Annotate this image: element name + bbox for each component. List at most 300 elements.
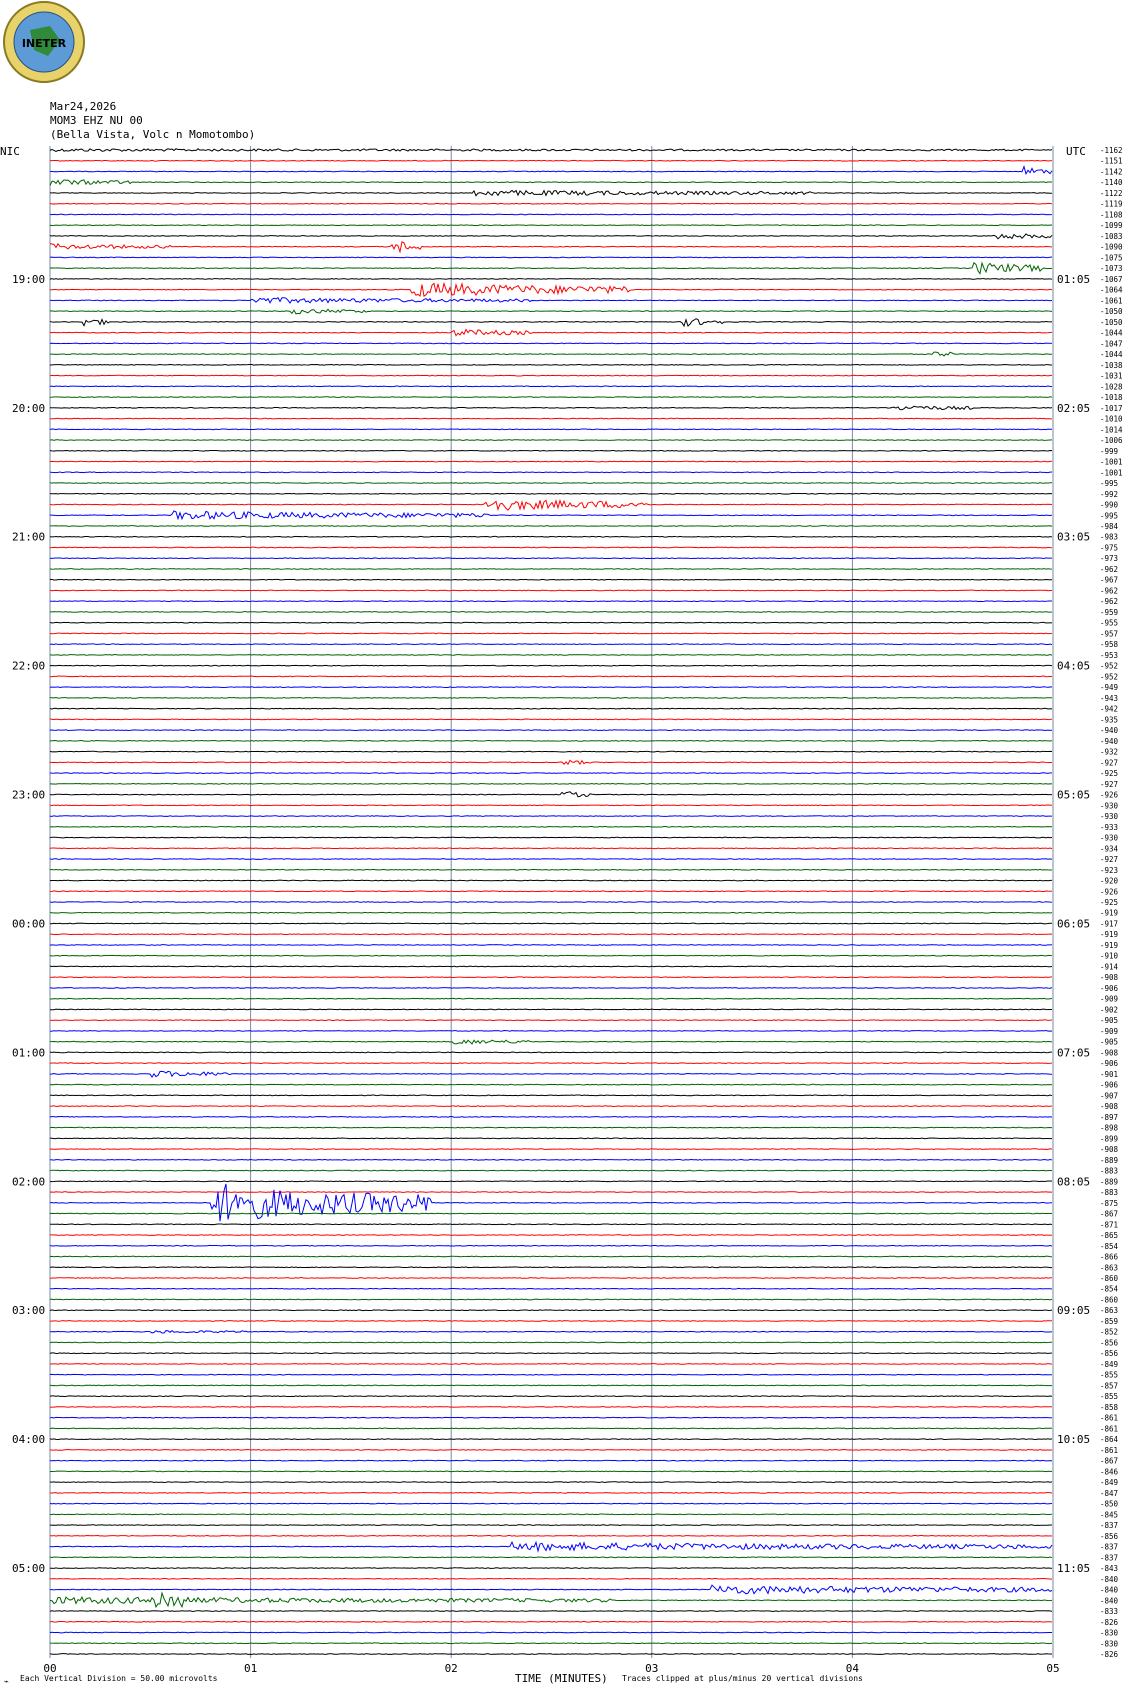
right-value-label: -1140 xyxy=(1100,178,1123,188)
right-value-label: -906 xyxy=(1100,1059,1119,1069)
right-value-label: -863 xyxy=(1100,1263,1119,1273)
right-value-label: -959 xyxy=(1100,607,1119,617)
right-value-label: -1073 xyxy=(1100,264,1123,274)
right-value-label: -973 xyxy=(1100,554,1119,564)
right-value-label: -1038 xyxy=(1100,360,1123,370)
trace-124 xyxy=(50,1482,1052,1483)
trace-80 xyxy=(50,1009,1052,1010)
right-value-label: -926 xyxy=(1100,887,1119,897)
trace-89 xyxy=(50,1106,1052,1107)
trace-39 xyxy=(50,569,1052,570)
trace-93 xyxy=(50,1149,1052,1150)
right-value-label: -863 xyxy=(1100,1306,1119,1316)
right-value-label: -1028 xyxy=(1100,382,1123,392)
trace-70 xyxy=(50,902,1052,903)
trace-112 xyxy=(50,1353,1052,1354)
trace-7 xyxy=(50,225,1052,226)
x-axis-label: TIME (MINUTES) xyxy=(515,1672,608,1685)
right-value-label: -1162 xyxy=(1100,146,1123,155)
right-value-label: -883 xyxy=(1100,1166,1119,1176)
right-value-label: -861 xyxy=(1100,1424,1119,1434)
hour-label-right: 02:05 xyxy=(1057,401,1091,415)
trace-13 xyxy=(50,283,1052,296)
trace-75 xyxy=(50,955,1052,956)
trace-30 xyxy=(50,472,1052,473)
right-value-label: -953 xyxy=(1100,650,1119,660)
trace-105 xyxy=(50,1278,1052,1279)
trace-2 xyxy=(50,167,1052,174)
right-value-label: -919 xyxy=(1100,940,1119,950)
trace-81 xyxy=(50,1020,1052,1021)
trace-group xyxy=(50,149,1052,1655)
trace-99 xyxy=(50,1213,1052,1214)
x-tick-label: 01 xyxy=(243,1662,258,1675)
trace-78 xyxy=(50,988,1052,989)
right-value-label: -1061 xyxy=(1100,296,1123,306)
trace-49 xyxy=(50,676,1052,677)
trace-102 xyxy=(50,1245,1052,1246)
trace-36 xyxy=(50,536,1052,537)
trace-74 xyxy=(50,945,1052,946)
trace-139 xyxy=(50,1643,1052,1644)
trace-3 xyxy=(50,180,1052,186)
right-value-label: -899 xyxy=(1100,1134,1119,1144)
trace-31 xyxy=(50,483,1052,484)
hour-label-right: 04:05 xyxy=(1057,659,1091,673)
right-value-label: -1010 xyxy=(1100,414,1123,424)
trace-106 xyxy=(50,1288,1052,1289)
trace-21 xyxy=(50,375,1052,376)
trace-94 xyxy=(50,1159,1052,1160)
trace-76 xyxy=(50,966,1052,967)
trace-131 xyxy=(50,1557,1052,1558)
right-value-label: -854 xyxy=(1100,1284,1119,1294)
right-value-label: -847 xyxy=(1100,1488,1119,1498)
trace-135 xyxy=(50,1593,1052,1607)
trace-132 xyxy=(50,1568,1052,1569)
right-value-label: -905 xyxy=(1100,1037,1119,1047)
right-value-label: -932 xyxy=(1100,747,1119,757)
trace-61 xyxy=(50,805,1052,806)
right-value-label: -902 xyxy=(1100,1005,1119,1015)
trace-50 xyxy=(50,687,1052,688)
right-value-label: -875 xyxy=(1100,1198,1119,1208)
right-value-label: -1001 xyxy=(1100,468,1123,478)
right-value-label: -861 xyxy=(1100,1413,1119,1423)
trace-66 xyxy=(50,859,1052,860)
right-value-label: -867 xyxy=(1100,1456,1119,1466)
trace-45 xyxy=(50,633,1052,634)
right-value-label: -898 xyxy=(1100,1123,1119,1133)
trace-62 xyxy=(50,816,1052,817)
right-value-label: -1047 xyxy=(1100,339,1123,349)
trace-83 xyxy=(50,1040,1052,1044)
hour-label-right: 07:05 xyxy=(1057,1046,1091,1060)
right-value-label: -940 xyxy=(1100,726,1119,736)
trace-46 xyxy=(50,644,1052,645)
trace-128 xyxy=(50,1525,1052,1526)
right-value-label: -897 xyxy=(1100,1112,1119,1122)
trace-9 xyxy=(50,242,1052,252)
trace-33 xyxy=(50,500,1052,510)
right-value-label: -1151 xyxy=(1100,156,1123,166)
right-value-label: -889 xyxy=(1100,1155,1119,1165)
right-value-label: -856 xyxy=(1100,1349,1119,1359)
right-value-label: -962 xyxy=(1100,597,1119,607)
trace-16 xyxy=(50,319,1052,326)
right-value-label: -923 xyxy=(1100,865,1119,875)
trace-110 xyxy=(50,1331,1052,1333)
x-tick-label: 04 xyxy=(845,1662,860,1675)
right-value-label: -854 xyxy=(1100,1241,1119,1251)
right-value-label: -843 xyxy=(1100,1564,1119,1574)
right-value-label: -1001 xyxy=(1100,457,1123,467)
trace-123 xyxy=(50,1471,1052,1472)
trace-111 xyxy=(50,1342,1052,1343)
trace-29 xyxy=(50,461,1052,462)
trace-92 xyxy=(50,1138,1052,1139)
trace-35 xyxy=(50,526,1052,527)
trace-79 xyxy=(50,998,1052,999)
x-tick-label: 02 xyxy=(444,1662,458,1675)
trace-68 xyxy=(50,880,1052,881)
trace-86 xyxy=(50,1071,1052,1077)
right-value-label: -859 xyxy=(1100,1316,1119,1326)
right-value-label: -849 xyxy=(1100,1478,1119,1488)
hour-label-left: 22:00 xyxy=(12,659,46,673)
trace-85 xyxy=(50,1063,1052,1064)
trace-115 xyxy=(50,1385,1052,1386)
right-value-label: -864 xyxy=(1100,1435,1119,1445)
trace-52 xyxy=(50,708,1052,709)
trace-1 xyxy=(50,160,1052,161)
trace-38 xyxy=(50,558,1052,559)
right-value-label: -907 xyxy=(1100,1091,1119,1101)
trace-5 xyxy=(50,203,1052,204)
right-value-label: -995 xyxy=(1100,511,1119,521)
right-value-label: -1018 xyxy=(1100,393,1123,403)
trace-77 xyxy=(50,977,1052,978)
right-value-label: -856 xyxy=(1100,1531,1119,1541)
hour-label-left: 19:00 xyxy=(12,272,46,286)
right-value-label: -1006 xyxy=(1100,436,1123,446)
trace-32 xyxy=(50,493,1052,494)
right-value-label: -914 xyxy=(1100,962,1119,972)
trace-120 xyxy=(50,1439,1052,1440)
right-value-label: -920 xyxy=(1100,876,1119,886)
trace-95 xyxy=(50,1170,1052,1171)
right-value-label: -940 xyxy=(1100,736,1119,746)
trace-96 xyxy=(50,1181,1052,1182)
right-value-label: -952 xyxy=(1100,672,1119,682)
trace-136 xyxy=(50,1611,1052,1612)
right-value-label: -990 xyxy=(1100,500,1119,510)
left-zone-label: NIC xyxy=(0,145,20,158)
hour-label-left: 05:00 xyxy=(12,1562,46,1576)
right-value-label: -943 xyxy=(1100,693,1119,703)
trace-58 xyxy=(50,773,1052,774)
trace-18 xyxy=(50,343,1052,344)
right-value-label: -967 xyxy=(1100,575,1119,585)
trace-101 xyxy=(50,1235,1052,1236)
trace-6 xyxy=(50,214,1052,215)
trace-4 xyxy=(50,190,1052,195)
trace-25 xyxy=(50,418,1052,419)
right-value-label: -957 xyxy=(1100,629,1119,639)
right-value-label: -846 xyxy=(1100,1467,1119,1477)
right-value-label: -955 xyxy=(1100,618,1119,628)
hour-label-left: 04:00 xyxy=(12,1433,46,1447)
right-value-label: -901 xyxy=(1100,1069,1119,1079)
trace-129 xyxy=(50,1535,1052,1536)
right-value-label: -930 xyxy=(1100,801,1119,811)
trace-65 xyxy=(50,848,1052,849)
right-value-label: -925 xyxy=(1100,898,1119,907)
right-value-label: -1067 xyxy=(1100,274,1123,284)
trace-116 xyxy=(50,1396,1052,1397)
right-value-label: -861 xyxy=(1100,1445,1119,1455)
trace-20 xyxy=(50,365,1052,366)
right-value-label: -930 xyxy=(1100,833,1119,843)
hour-label-right: 01:05 xyxy=(1057,272,1091,286)
right-value-label: -949 xyxy=(1100,683,1119,693)
right-value-label: -837 xyxy=(1100,1542,1119,1552)
trace-26 xyxy=(50,429,1052,430)
right-value-label: -909 xyxy=(1100,994,1119,1004)
hour-label-right: 05:05 xyxy=(1057,788,1091,802)
right-value-label: -927 xyxy=(1100,758,1119,768)
right-value-label: -849 xyxy=(1100,1359,1119,1369)
right-value-label: -908 xyxy=(1100,973,1119,983)
logo-text: INETER xyxy=(21,37,67,50)
right-value-label: -1108 xyxy=(1100,210,1123,220)
trace-71 xyxy=(50,912,1052,913)
right-value-label: -826 xyxy=(1100,1650,1119,1659)
trace-63 xyxy=(50,826,1052,827)
trace-88 xyxy=(50,1095,1052,1096)
trace-98 xyxy=(50,1184,1052,1221)
right-value-label: -952 xyxy=(1100,661,1119,671)
trace-54 xyxy=(50,730,1052,731)
trace-84 xyxy=(50,1052,1052,1053)
trace-122 xyxy=(50,1460,1052,1461)
right-value-label: -958 xyxy=(1100,640,1119,650)
trace-12 xyxy=(50,279,1052,280)
right-value-label: -975 xyxy=(1100,543,1119,553)
right-value-label: -962 xyxy=(1100,586,1119,596)
right-value-label: -830 xyxy=(1100,1639,1119,1649)
right-value-label: -860 xyxy=(1100,1295,1119,1305)
right-value-label: -908 xyxy=(1100,1102,1119,1112)
x-tick-label: 03 xyxy=(645,1662,659,1675)
trace-107 xyxy=(50,1299,1052,1300)
trace-41 xyxy=(50,590,1052,591)
right-value-label: -830 xyxy=(1100,1628,1119,1638)
right-value-label: -983 xyxy=(1100,532,1119,542)
right-value-label: -1099 xyxy=(1100,221,1123,231)
right-value-label: -908 xyxy=(1100,1048,1119,1058)
trace-51 xyxy=(50,698,1052,699)
hour-label-left: 01:00 xyxy=(12,1046,46,1060)
hour-label-left: 21:00 xyxy=(12,530,46,544)
trace-28 xyxy=(50,450,1052,451)
trace-69 xyxy=(50,891,1052,892)
trace-103 xyxy=(50,1256,1052,1257)
right-value-label: -860 xyxy=(1100,1274,1119,1283)
right-value-label: -906 xyxy=(1100,1080,1119,1090)
right-value-label: -850 xyxy=(1100,1499,1119,1509)
right-value-label: -840 xyxy=(1100,1596,1119,1606)
right-value-label: -840 xyxy=(1100,1585,1119,1595)
trace-47 xyxy=(50,655,1052,656)
trace-64 xyxy=(50,837,1052,838)
right-value-label: -837 xyxy=(1100,1521,1119,1531)
right-value-label: -840 xyxy=(1100,1574,1119,1584)
right-value-label: -833 xyxy=(1100,1607,1119,1617)
right-value-label: -1075 xyxy=(1100,253,1123,263)
trace-60 xyxy=(50,792,1052,797)
right-value-label: -906 xyxy=(1100,983,1119,993)
right-value-label: -905 xyxy=(1100,1016,1119,1026)
trace-82 xyxy=(50,1031,1052,1032)
footer-scale-icon: ⌁ xyxy=(4,1677,9,1686)
trace-17 xyxy=(50,329,1052,335)
trace-22 xyxy=(50,386,1052,387)
footer-scale: Each Vertical Division = 50.00 microvolts xyxy=(20,1674,218,1683)
trace-121 xyxy=(50,1450,1052,1451)
right-value-label: -962 xyxy=(1100,564,1119,574)
right-value-label: -1064 xyxy=(1100,285,1123,295)
trace-43 xyxy=(50,612,1052,613)
right-value-label: -866 xyxy=(1100,1252,1119,1262)
trace-100 xyxy=(50,1224,1052,1225)
right-value-label: -865 xyxy=(1100,1231,1119,1241)
hour-label-right: 09:05 xyxy=(1057,1304,1091,1318)
trace-134 xyxy=(50,1585,1052,1594)
trace-118 xyxy=(50,1417,1052,1418)
trace-133 xyxy=(50,1578,1052,1579)
right-value-label: -856 xyxy=(1100,1338,1119,1348)
right-value-label: -1017 xyxy=(1100,403,1123,413)
x-tick-label: 00 xyxy=(43,1662,57,1675)
trace-90 xyxy=(50,1117,1052,1118)
trace-42 xyxy=(50,601,1052,602)
trace-113 xyxy=(50,1364,1052,1365)
right-value-label: -1119 xyxy=(1100,199,1123,209)
right-value-label: -919 xyxy=(1100,908,1119,918)
trace-127 xyxy=(50,1514,1052,1515)
trace-138 xyxy=(50,1632,1052,1633)
hour-label-left: 02:00 xyxy=(12,1175,46,1189)
trace-57 xyxy=(50,760,1052,764)
right-value-label: -1044 xyxy=(1100,328,1123,338)
trace-97 xyxy=(50,1192,1052,1193)
hour-label-right: 11:05 xyxy=(1057,1562,1091,1576)
right-value-label: -933 xyxy=(1100,822,1119,832)
trace-55 xyxy=(50,741,1052,742)
trace-114 xyxy=(50,1374,1052,1375)
header-channel: MOM3 EHZ NU 00 xyxy=(50,114,143,127)
hour-label-left: 20:00 xyxy=(12,401,46,415)
right-value-label: -1050 xyxy=(1100,317,1123,327)
right-value-label: -837 xyxy=(1100,1553,1119,1563)
trace-119 xyxy=(50,1428,1052,1429)
header-date: Mar24,2026 xyxy=(50,100,117,113)
trace-104 xyxy=(50,1267,1052,1268)
right-value-label: -925 xyxy=(1100,769,1119,779)
right-value-label: -883 xyxy=(1100,1188,1119,1198)
trace-40 xyxy=(50,579,1052,580)
trace-8 xyxy=(50,234,1052,239)
x-tick-label: 05 xyxy=(1046,1662,1060,1675)
trace-73 xyxy=(50,934,1052,935)
right-zone-label: UTC xyxy=(1066,145,1086,158)
trace-19 xyxy=(50,352,1052,356)
trace-137 xyxy=(50,1621,1052,1622)
right-value-label: -1031 xyxy=(1100,371,1123,381)
trace-72 xyxy=(50,923,1052,924)
right-value-label: -826 xyxy=(1100,1617,1119,1627)
trace-37 xyxy=(50,547,1052,548)
right-value-label: -871 xyxy=(1100,1220,1119,1230)
trace-44 xyxy=(50,622,1052,623)
trace-11 xyxy=(50,263,1052,274)
hour-label-left: 00:00 xyxy=(12,917,46,931)
right-value-label: -1090 xyxy=(1100,242,1123,252)
hour-label-right: 03:05 xyxy=(1057,530,1091,544)
right-value-label: -917 xyxy=(1100,919,1119,929)
right-value-label: -855 xyxy=(1100,1370,1119,1380)
trace-53 xyxy=(50,719,1052,720)
right-value-label: -984 xyxy=(1100,522,1119,531)
right-value-label: -1122 xyxy=(1100,188,1123,198)
right-value-label: -1050 xyxy=(1100,307,1123,317)
trace-67 xyxy=(50,869,1052,870)
trace-59 xyxy=(50,783,1052,784)
right-value-label: -852 xyxy=(1100,1327,1119,1337)
trace-140 xyxy=(50,1654,1052,1655)
trace-91 xyxy=(50,1127,1052,1128)
right-value-label: -919 xyxy=(1100,930,1119,940)
right-value-label: -909 xyxy=(1100,1026,1119,1036)
trace-48 xyxy=(50,665,1052,666)
right-value-label: -855 xyxy=(1100,1392,1119,1402)
right-value-label: -926 xyxy=(1100,790,1119,800)
right-value-label: -995 xyxy=(1100,479,1119,489)
trace-109 xyxy=(50,1321,1052,1322)
trace-87 xyxy=(50,1084,1052,1085)
right-value-label: -1044 xyxy=(1100,350,1123,360)
hour-label-left: 03:00 xyxy=(12,1304,46,1318)
trace-108 xyxy=(50,1310,1052,1311)
right-value-label: -927 xyxy=(1100,855,1119,865)
trace-56 xyxy=(50,751,1052,752)
header-station: (Bella Vista, Volc n Momotombo) xyxy=(50,128,256,141)
trace-0 xyxy=(50,149,1052,152)
trace-27 xyxy=(50,440,1052,441)
right-value-label: -1083 xyxy=(1100,231,1123,241)
right-value-label: -908 xyxy=(1100,1145,1119,1155)
trace-23 xyxy=(50,397,1052,398)
trace-10 xyxy=(50,257,1052,258)
trace-24 xyxy=(50,406,1052,409)
trace-130 xyxy=(50,1542,1052,1551)
right-value-label: -999 xyxy=(1100,446,1119,456)
right-value-label: -934 xyxy=(1100,844,1119,854)
right-value-label: -910 xyxy=(1100,951,1119,961)
hour-label-right: 10:05 xyxy=(1057,1433,1091,1447)
right-value-label: -1014 xyxy=(1100,425,1123,435)
